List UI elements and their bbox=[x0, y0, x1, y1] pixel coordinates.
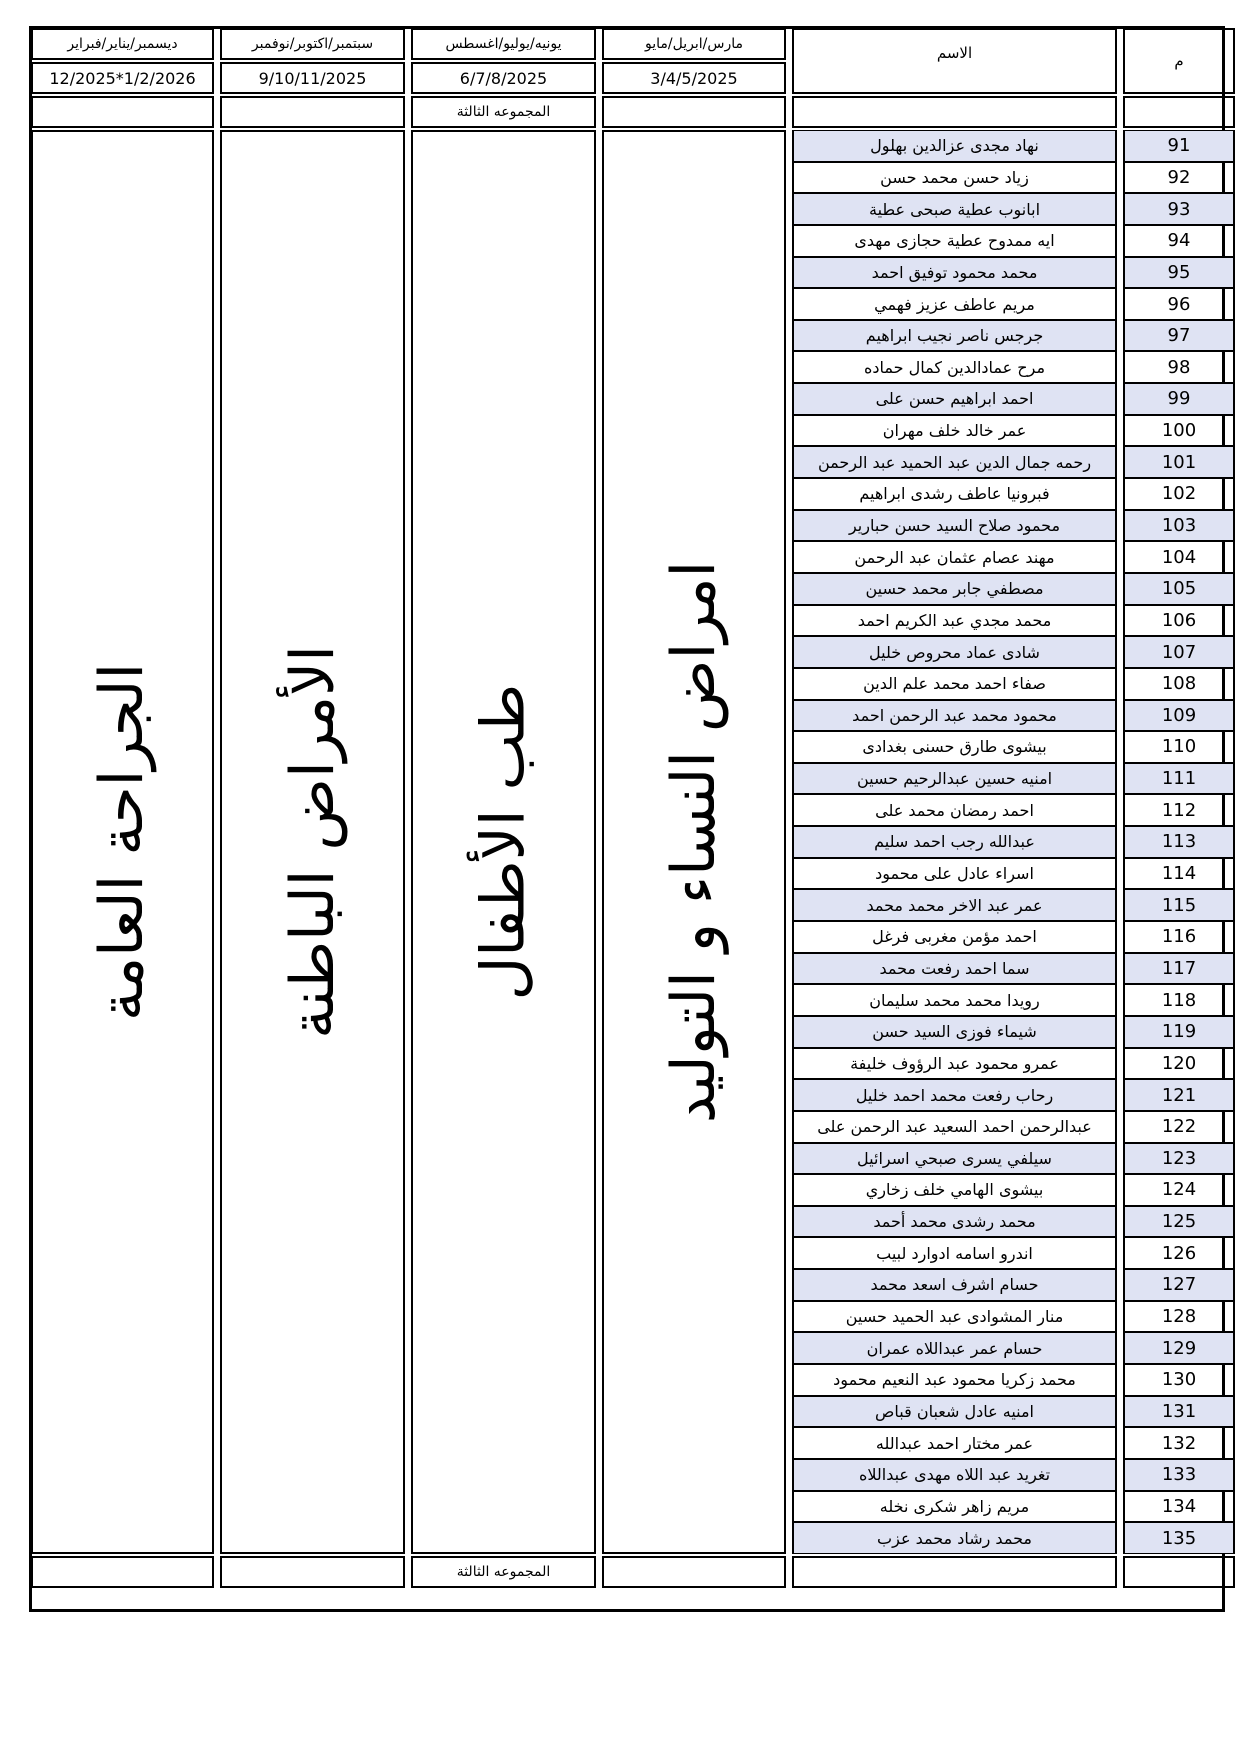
student-name-cell: اسراء عادل على محمود bbox=[792, 858, 1117, 890]
student-name-cell: محمد مجدي عبد الكريم احمد bbox=[792, 605, 1117, 637]
student-number-cell: 122 bbox=[1123, 1111, 1235, 1143]
rotation-schedule-table bbox=[31, 28, 1223, 1610]
group-row-empty bbox=[31, 1556, 214, 1588]
department-cell-general-surgery bbox=[31, 130, 214, 1554]
student-name-cell: شيماء فوزى السيد حسن bbox=[792, 1016, 1117, 1048]
student-name-cell: تغريد عبد اللاه مهدى عبداللاه bbox=[792, 1459, 1117, 1491]
student-name-cell: محمود صلاح السيد حسن حبارير bbox=[792, 510, 1117, 542]
group-row-empty bbox=[220, 96, 405, 128]
student-name-cell: محمد رشدى محمد أحمد bbox=[792, 1206, 1117, 1238]
student-name-cell: محمود محمد عبد الرحمن احمد bbox=[792, 700, 1117, 732]
student-name-cell: مصطفي جابر محمد حسين bbox=[792, 573, 1117, 605]
student-number-cell: 94 bbox=[1123, 225, 1235, 257]
student-name-cell: احمد رمضان محمد على bbox=[792, 794, 1117, 826]
student-number-cell: 118 bbox=[1123, 984, 1235, 1016]
group-row-empty bbox=[792, 96, 1117, 128]
department-cell-pediatrics bbox=[411, 130, 596, 1554]
student-numbers-column bbox=[1123, 130, 1235, 1554]
group-row-empty bbox=[1123, 1556, 1235, 1588]
student-name-cell: محمد محمود توفيق احمد bbox=[792, 257, 1117, 289]
group-row-empty bbox=[602, 1556, 786, 1588]
student-number-cell: 98 bbox=[1123, 351, 1235, 383]
student-names-column bbox=[792, 130, 1117, 1554]
student-number-cell: 112 bbox=[1123, 794, 1235, 826]
header-year-q1: 3/4/5/2025 bbox=[602, 62, 786, 94]
student-number-cell: 129 bbox=[1123, 1332, 1235, 1364]
student-number-cell: 114 bbox=[1123, 858, 1235, 890]
header-year-q2: 6/7/8/2025 bbox=[411, 62, 596, 94]
department-cell-obgyn bbox=[602, 130, 786, 1554]
student-name-cell: رحمه جمال الدين عبد الحميد عبد الرحمن bbox=[792, 446, 1117, 478]
header-month-q2: يونيه/يوليو/اغسطس bbox=[411, 28, 596, 60]
student-name-cell: صفاء احمد محمد علم الدين bbox=[792, 668, 1117, 700]
student-name-cell: بيشوى الهامي خلف زخاري bbox=[792, 1174, 1117, 1206]
student-name-cell: مرح عمادالدين كمال حماده bbox=[792, 351, 1117, 383]
student-number-cell: 113 bbox=[1123, 826, 1235, 858]
group-row-empty bbox=[602, 96, 786, 128]
student-name-cell: امنيه عادل شعبان قباص bbox=[792, 1396, 1117, 1428]
student-name-cell: منار المشوادى عبد الحميد حسين bbox=[792, 1301, 1117, 1333]
student-number-cell: 124 bbox=[1123, 1174, 1235, 1206]
student-number-cell: 135 bbox=[1123, 1522, 1235, 1554]
group-row-empty bbox=[220, 1556, 405, 1588]
header-index: م bbox=[1123, 28, 1235, 94]
header-month-q4: ديسمبر/يناير/فبراير bbox=[31, 28, 214, 60]
student-number-cell: 116 bbox=[1123, 921, 1235, 953]
header-name: الاسم bbox=[792, 28, 1117, 94]
header-year-q3: 9/10/11/2025 bbox=[220, 62, 405, 94]
student-name-cell: احمد ابراهيم حسن على bbox=[792, 383, 1117, 415]
student-number-cell: 110 bbox=[1123, 731, 1235, 763]
student-name-cell: مريم زاهر شكرى نخله bbox=[792, 1491, 1117, 1523]
student-name-cell: حسام اشرف اسعد محمد bbox=[792, 1269, 1117, 1301]
student-number-cell: 95 bbox=[1123, 257, 1235, 289]
student-name-cell: اندرو اسامه ادوارد لبيب bbox=[792, 1237, 1117, 1269]
student-name-cell: عبدالرحمن احمد السعيد عبد الرحمن على bbox=[792, 1111, 1117, 1143]
student-number-cell: 92 bbox=[1123, 162, 1235, 194]
student-number-cell: 132 bbox=[1123, 1427, 1235, 1459]
department-label: الجراحة العامة bbox=[87, 662, 158, 1022]
student-number-cell: 105 bbox=[1123, 573, 1235, 605]
student-name-cell: عمرو محمود عبد الرؤوف خليفة bbox=[792, 1048, 1117, 1080]
student-number-cell: 106 bbox=[1123, 605, 1235, 637]
student-number-cell: 126 bbox=[1123, 1237, 1235, 1269]
student-number-cell: 109 bbox=[1123, 700, 1235, 732]
department-label: الأمراض الباطنة bbox=[277, 645, 348, 1039]
department-label: طب الأطفال bbox=[468, 683, 539, 1001]
student-number-cell: 123 bbox=[1123, 1143, 1235, 1175]
student-name-cell: شادى عماد محروص خليل bbox=[792, 636, 1117, 668]
student-number-cell: 130 bbox=[1123, 1364, 1235, 1396]
student-name-cell: حسام عمر عبداللاه عمران bbox=[792, 1332, 1117, 1364]
student-name-cell: احمد مؤمن مغربى فرغل bbox=[792, 921, 1117, 953]
student-number-cell: 107 bbox=[1123, 636, 1235, 668]
student-name-cell: نهاد مجدى عزالدين بهلول bbox=[792, 130, 1117, 162]
student-name-cell: ايه ممدوح عطية حجازى مهدى bbox=[792, 225, 1117, 257]
student-number-cell: 101 bbox=[1123, 446, 1235, 478]
student-number-cell: 127 bbox=[1123, 1269, 1235, 1301]
student-name-cell: فبرونيا عاطف رشدى ابراهيم bbox=[792, 478, 1117, 510]
student-name-cell: ابانوب عطية صبحى عطية bbox=[792, 193, 1117, 225]
student-name-cell: بيشوى طارق حسنى بغدادى bbox=[792, 731, 1117, 763]
student-name-cell: عمر خالد خلف مهران bbox=[792, 415, 1117, 447]
student-number-cell: 108 bbox=[1123, 668, 1235, 700]
group-label-top: المجموعه الثالثة bbox=[411, 96, 596, 128]
student-number-cell: 120 bbox=[1123, 1048, 1235, 1080]
student-name-cell: سيلفي يسرى صبحي اسرائيل bbox=[792, 1143, 1117, 1175]
header-year-q4: 12/2025*1/2/2026 bbox=[31, 62, 214, 94]
student-name-cell: جرجس ناصر نجيب ابراهيم bbox=[792, 320, 1117, 352]
student-number-cell: 102 bbox=[1123, 478, 1235, 510]
student-number-cell: 96 bbox=[1123, 288, 1235, 320]
student-name-cell: زياد حسن محمد حسن bbox=[792, 162, 1117, 194]
student-name-cell: عبدالله رجب احمد سليم bbox=[792, 826, 1117, 858]
student-number-cell: 119 bbox=[1123, 1016, 1235, 1048]
student-number-cell: 104 bbox=[1123, 541, 1235, 573]
student-number-cell: 125 bbox=[1123, 1206, 1235, 1238]
student-number-cell: 131 bbox=[1123, 1396, 1235, 1428]
student-name-cell: محمد رشاد محمد عزب bbox=[792, 1522, 1117, 1554]
department-cell-internal-medicine bbox=[220, 130, 405, 1554]
group-label-bottom: المجموعه الثالثة bbox=[411, 1556, 596, 1588]
header-month-q3: سبتمبر/اكتوبر/نوفمبر bbox=[220, 28, 405, 60]
header-month-q1: مارس/ابريل/مايو bbox=[602, 28, 786, 60]
student-name-cell: رويدا محمد محمد سليمان bbox=[792, 984, 1117, 1016]
student-number-cell: 121 bbox=[1123, 1079, 1235, 1111]
student-name-cell: رحاب رفعت محمد احمد خليل bbox=[792, 1079, 1117, 1111]
group-row-empty bbox=[31, 96, 214, 128]
student-number-cell: 91 bbox=[1123, 130, 1235, 162]
student-name-cell: عمر عبد الاخر محمد محمد bbox=[792, 889, 1117, 921]
student-number-cell: 93 bbox=[1123, 193, 1235, 225]
student-number-cell: 100 bbox=[1123, 415, 1235, 447]
student-number-cell: 134 bbox=[1123, 1491, 1235, 1523]
student-name-cell: محمد زكريا محمود عبد النعيم محمود bbox=[792, 1364, 1117, 1396]
student-number-cell: 128 bbox=[1123, 1301, 1235, 1333]
student-number-cell: 117 bbox=[1123, 953, 1235, 985]
student-name-cell: عمر مختار احمد عبدالله bbox=[792, 1427, 1117, 1459]
department-label: امراض النساء و التوليد bbox=[659, 560, 730, 1124]
student-number-cell: 103 bbox=[1123, 510, 1235, 542]
student-number-cell: 99 bbox=[1123, 383, 1235, 415]
student-number-cell: 133 bbox=[1123, 1459, 1235, 1491]
student-name-cell: مهند عصام عثمان عبد الرحمن bbox=[792, 541, 1117, 573]
student-number-cell: 111 bbox=[1123, 763, 1235, 795]
student-number-cell: 115 bbox=[1123, 889, 1235, 921]
group-row-empty bbox=[792, 1556, 1117, 1588]
student-name-cell: سما احمد رفعت محمد bbox=[792, 953, 1117, 985]
student-number-cell: 97 bbox=[1123, 320, 1235, 352]
student-name-cell: مريم عاطف عزيز فهمي bbox=[792, 288, 1117, 320]
group-row-empty bbox=[1123, 96, 1235, 128]
student-name-cell: امنيه حسين عبدالرحيم حسين bbox=[792, 763, 1117, 795]
